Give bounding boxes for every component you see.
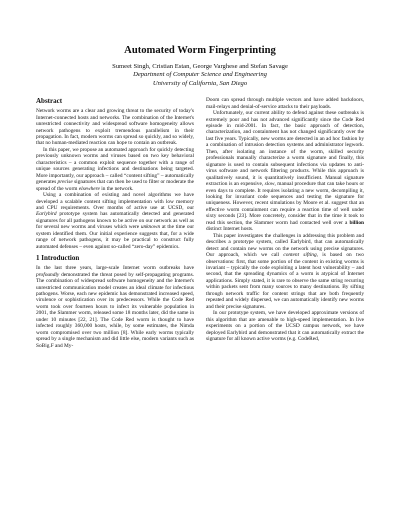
two-column-body	[36, 97, 364, 349]
paper-authors: Sumeet Singh, Cristian Estan, George Varghese and Stefan Savage	[112, 63, 288, 70]
abstract-paragraph-2: In this paper, we propose an automated approach for quickly detecting previously unknown worms and viruses based on two key behavioral characteristics – a common exploit sequence together with a range of unique sources generating infections and destinations being targeted. More importantly, our approach – called “content sifting” – automatically generates precise signatures that can then be used to filter or moderate the spread of the worm elsewhere in the network.	[36, 146, 194, 192]
right-paragraph-4: In our prototype system, we have developed approximate versions of this algorithm that are amenable to high-speed implementation. In live experiments on a portion of the UCSD campus network, we have deployed Earlybird and demonstrated that it can automatically extract the signature for all known active worms (e.g. CodeRed,	[206, 310, 364, 342]
abstract-paragraph-1: Network worms are a clear and growing threat to the security of today's Internet-connected hosts and networks. The combination of the Internet's unrestricted connectivity and widespread software homogeneity allows network pathogens to exploit tremendous parallelism in their propagation. In fact, modern worms can spread so quickly, and so widely, that no human-mediated reaction can hope to contain an outbreak.	[36, 108, 194, 147]
paper-department: Department of Computer Science and Engineering	[133, 71, 267, 79]
paper-university: University of California, San Diego	[152, 79, 248, 87]
right-column	[206, 97, 364, 349]
right-paragraph-1: Doom can spread through multiple vectors and have added backdoors, mail-relays and denial-of-service attacks to their payloads.	[206, 97, 364, 110]
introduction-heading: 1 Introduction	[36, 254, 80, 263]
left-column	[36, 97, 194, 349]
introduction-paragraph-1: In the last three years, large-scale Internet worm outbreaks have profoundly demonstrated the threat posed by self-propagating programs. The combination of widespread software homogeneity and the Internet's unrestricted communication model creates an ideal climate for infectious pathogens. Worse, each new epidemic has demonstrated increased speed, virulence or sophistication over its predecessors. While the Code Red worm took over fourteen hours to infect its vulnerable population in 2001, the Slammer worm, released some 18 months later, did the same in under 10 minutes [22, 21]. The Code Red worm is thought to have infected roughly 360,000 hosts, while, by some estimates, the Nimda worm compromised over two million [8]. While early worms typically spread by a single mechanism and did little else, modern variants such as SoBig.F and My-	[36, 265, 194, 349]
paper-header	[36, 44, 364, 88]
abstract-paragraph-3: Using a combination of existing and novel algorithms we have developed a scalable content sifting implementation with low memory and CPU requirements. Over months of active use at UCSD, our Earlybird prototype system has automatically detected and generated signatures for all pathogens known to be active on our network as well as for several new worms and viruses which were unknown at the time our system identified them. Our initial experience suggests that, for a wide range of network pathogens, it may be practical to construct fully automated defenses – even against so-called “zero-day” epidemics.	[36, 192, 194, 250]
right-paragraph-3: This paper investigates the challenges in addressing this problem and describes a prototype system, called Earlybird, that can automatically detect and contain new worms on the network using precise signatures. Our approach, which we call content sifting, is based on two observations: first, that some portion of the content in existing worms is invariant – typically the code exploiting a latent host vulnerability – and second, that the spreading dynamics of a worm is atypical of Internet applications. Simply stated, it is rare to observe the same string recurring within packets sent from many sources to many destinations. By sifting through network traffic for content strings that are both frequently repeated and widely dispersed, we can automatically identify new worms and their precise signatures.	[206, 232, 364, 310]
right-paragraph-2: Unfortunately, our current ability to defend against these outbreaks is extremely poor and has not advanced significantly since the Code Red episode in mid-2001. In fact, the basic approach of detection, characterization, and containment has not changed significantly over the last five years. Typically, new worms are detected in an ad hoc fashion by a combination of intrusion detection systems and administrator legwork. Then, after isolating an instance of the worm, skilled security professionals manually characterize a worm signature and finally, this signature is used to contain subsequent infections via updates to anti-virus software and network filtering products. While this approach is qualitatively sound, it is quantitatively insufficient. Manual signature extraction is an expensive, slow, manual procedure that can take hours or even days to complete. It requires isolating a new worm, decompiling it, looking for invariant code sequences and testing the signature for uniqueness. However, recent simulations by Moore et al. suggest that an effective worm containment can require a reaction time of well under sixty seconds [23]. More concretely, consider that in the time it took to read this section, the Slammer worm had contacted well over a billion distinct Internet hosts.	[206, 110, 364, 233]
abstract-heading: Abstract	[36, 97, 63, 106]
paper-title: Automated Worm Fingerprinting	[124, 45, 276, 56]
